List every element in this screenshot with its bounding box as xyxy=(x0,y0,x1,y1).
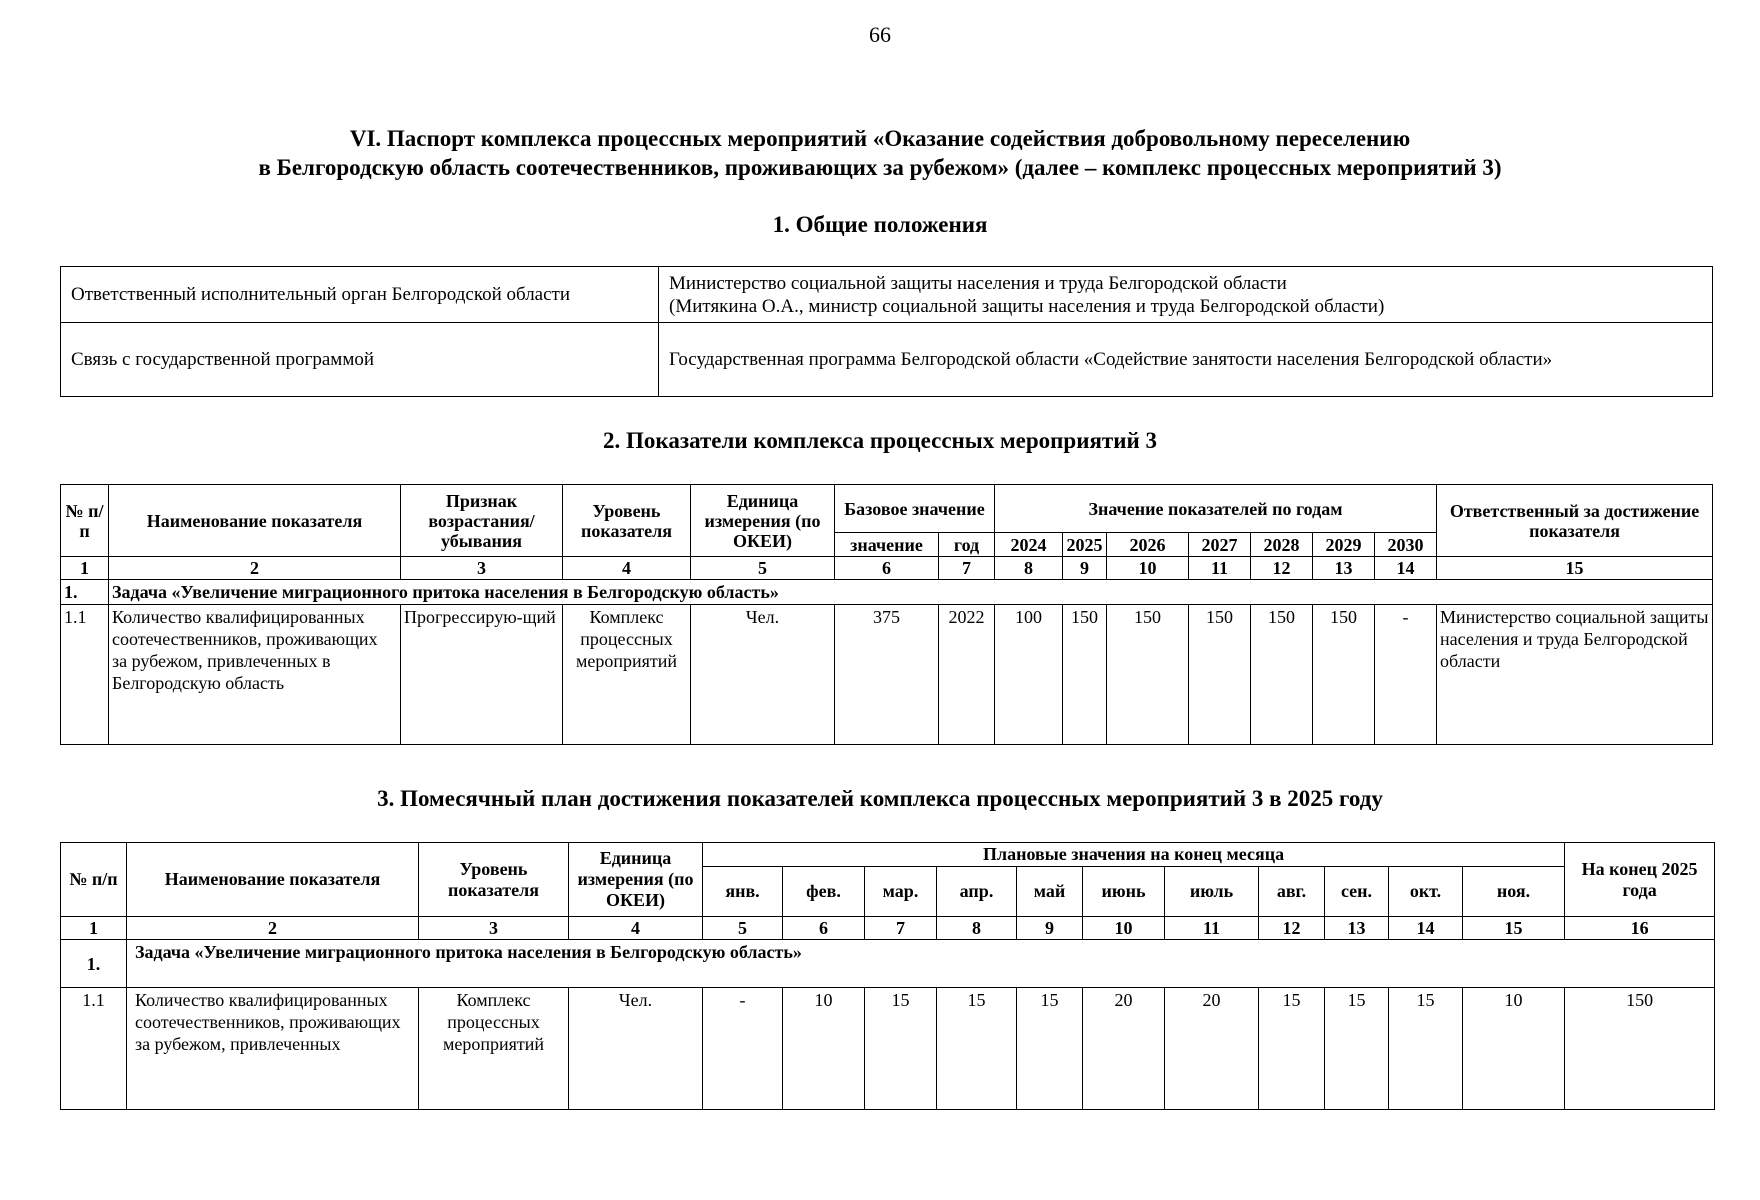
header-base-year: год xyxy=(939,533,995,557)
table-row xyxy=(61,267,1713,323)
column-number-row xyxy=(61,557,1713,580)
page-number: 66 xyxy=(869,22,891,47)
header-sign: Признак возрастания/ убывания xyxy=(401,485,563,557)
indicator-name: Количество квалифицированных соотечественников, проживающих за рубежом, привлеченных xyxy=(127,988,419,1110)
task-text: Задача «Увеличение миграционного притока населения в Белгородскую область» xyxy=(109,580,1713,605)
col-number: 10 xyxy=(1107,557,1189,580)
year-value: 150 xyxy=(1107,605,1189,745)
header-name: Наименование показателя xyxy=(127,843,419,917)
header-month: окт. xyxy=(1389,867,1463,917)
header-num: № п/п xyxy=(61,485,109,557)
task-number: 1. xyxy=(61,940,127,988)
header-year: 2027 xyxy=(1189,533,1251,557)
task-row xyxy=(61,940,1715,988)
task-number: 1. xyxy=(61,580,109,605)
indicator-unit: Чел. xyxy=(691,605,835,745)
col-number: 4 xyxy=(569,917,703,940)
header-month: сен. xyxy=(1325,867,1389,917)
col-number: 15 xyxy=(1463,917,1565,940)
col-number: 5 xyxy=(703,917,783,940)
indicator-level: Комплекс процессных мероприятий xyxy=(563,605,691,745)
header-year: 2026 xyxy=(1107,533,1189,557)
indicator-sign: Прогрессирую-щий xyxy=(401,605,563,745)
header-month: фев. xyxy=(783,867,865,917)
month-value: - xyxy=(703,988,783,1110)
col-number: 13 xyxy=(1325,917,1389,940)
header-month: ноя. xyxy=(1463,867,1565,917)
header-year: 2030 xyxy=(1375,533,1437,557)
col-number: 6 xyxy=(835,557,939,580)
table-row xyxy=(61,605,1713,745)
row-number: 1.1 xyxy=(61,605,109,745)
header-month: июль xyxy=(1165,867,1259,917)
section2-heading: 2. Показатели комплекса процессных мероприятий 3 xyxy=(603,428,1157,453)
header-base-value: значение xyxy=(835,533,939,557)
end-of-year-value: 150 xyxy=(1565,988,1715,1110)
row-label: Ответственный исполнительный орган Белгородской области xyxy=(61,267,659,323)
header-years-group: Значение показателей по годам xyxy=(995,485,1437,533)
col-number: 7 xyxy=(939,557,995,580)
base-value: 375 xyxy=(835,605,939,745)
month-value: 15 xyxy=(1017,988,1083,1110)
indicator-unit: Чел. xyxy=(569,988,703,1110)
header-unit: Единица измерения (по ОКЕИ) xyxy=(691,485,835,557)
col-number: 13 xyxy=(1313,557,1375,580)
col-number: 4 xyxy=(563,557,691,580)
header-month: янв. xyxy=(703,867,783,917)
year-value: 150 xyxy=(1063,605,1107,745)
header-responsible: Ответственный за достижение показателя xyxy=(1437,485,1713,557)
col-number: 11 xyxy=(1165,917,1259,940)
col-number: 16 xyxy=(1565,917,1715,940)
header-year: 2029 xyxy=(1313,533,1375,557)
title-line-1: VI. Паспорт комплекса процессных мероприятий «Оказание содействия добровольному переселению xyxy=(349,126,1411,151)
month-value: 15 xyxy=(1259,988,1325,1110)
general-provisions-table xyxy=(60,266,1713,397)
header-month: апр. xyxy=(937,867,1017,917)
task-text: Задача «Увеличение миграционного притока населения в Белгородскую область» xyxy=(127,940,1715,988)
header-end: На конец 2025 года xyxy=(1565,843,1715,917)
header-months-group: Плановые значения на конец месяца xyxy=(703,843,1565,867)
header-year: 2024 xyxy=(995,533,1063,557)
col-number: 11 xyxy=(1189,557,1251,580)
header-month: май xyxy=(1017,867,1083,917)
responsible: Министерство социальной защиты населения и труда Белгородской области xyxy=(1437,605,1713,745)
task-row xyxy=(61,580,1713,605)
base-year: 2022 xyxy=(939,605,995,745)
month-value: 10 xyxy=(783,988,865,1110)
col-number: 7 xyxy=(865,917,937,940)
month-value: 15 xyxy=(865,988,937,1110)
header-num: № п/п xyxy=(61,843,127,917)
col-number: 14 xyxy=(1389,917,1463,940)
month-value: 10 xyxy=(1463,988,1565,1110)
year-value: 150 xyxy=(1313,605,1375,745)
col-number: 3 xyxy=(419,917,569,940)
document-title xyxy=(0,124,1760,182)
month-value: 20 xyxy=(1165,988,1259,1110)
year-value: - xyxy=(1375,605,1437,745)
header-month: мар. xyxy=(865,867,937,917)
col-number: 1 xyxy=(61,917,127,940)
column-number-row xyxy=(61,917,1715,940)
col-number: 2 xyxy=(109,557,401,580)
title-line-2: в Белгородскую область соотечественников, проживающих за рубежом» (далее – комплекс процессных мероприятий 3) xyxy=(258,155,1502,180)
col-number: 6 xyxy=(783,917,865,940)
col-number: 15 xyxy=(1437,557,1713,580)
year-value: 150 xyxy=(1251,605,1313,745)
col-number: 5 xyxy=(691,557,835,580)
indicator-level: Комплекс процессных мероприятий xyxy=(419,988,569,1110)
value-line: Министерство социальной защиты населения и труда Белгородской области xyxy=(669,272,1287,294)
col-number: 3 xyxy=(401,557,563,580)
year-value: 100 xyxy=(995,605,1063,745)
col-number: 12 xyxy=(1259,917,1325,940)
col-number: 14 xyxy=(1375,557,1437,580)
col-number: 1 xyxy=(61,557,109,580)
header-level: Уровень показателя xyxy=(419,843,569,917)
col-number: 10 xyxy=(1083,917,1165,940)
row-label: Связь с государственной программой xyxy=(61,323,659,397)
row-value: Государственная программа Белгородской области «Содействие занятости населения Белгородской области» xyxy=(659,323,1713,397)
header-unit: Единица измерения (по ОКЕИ) xyxy=(569,843,703,917)
year-value: 150 xyxy=(1189,605,1251,745)
col-number: 8 xyxy=(995,557,1063,580)
col-number: 9 xyxy=(1063,557,1107,580)
header-month: июнь xyxy=(1083,867,1165,917)
header-base: Базовое значение xyxy=(835,485,995,533)
month-value: 15 xyxy=(1325,988,1389,1110)
header-level: Уровень показателя xyxy=(563,485,691,557)
value-line: (Митякина О.А., министр социальной защиты населения и труда Белгородской области) xyxy=(669,295,1385,317)
header-year: 2025 xyxy=(1063,533,1107,557)
row-value xyxy=(659,267,1713,323)
header-name: Наименование показателя xyxy=(109,485,401,557)
section1-heading: 1. Общие положения xyxy=(772,212,988,237)
col-number: 9 xyxy=(1017,917,1083,940)
month-value: 20 xyxy=(1083,988,1165,1110)
row-number: 1.1 xyxy=(61,988,127,1110)
header-year: 2028 xyxy=(1251,533,1313,557)
table-row xyxy=(61,323,1713,397)
header-month: авг. xyxy=(1259,867,1325,917)
col-number: 12 xyxy=(1251,557,1313,580)
col-number: 2 xyxy=(127,917,419,940)
indicator-name: Количество квалифицированных соотечественников, проживающих за рубежом, привлеченных в Белгородскую область xyxy=(109,605,401,745)
table-row xyxy=(61,988,1715,1110)
month-value: 15 xyxy=(937,988,1017,1110)
col-number: 8 xyxy=(937,917,1017,940)
month-value: 15 xyxy=(1389,988,1463,1110)
monthly-plan-table xyxy=(60,842,1715,1110)
section3-heading: 3. Помесячный план достижения показателей комплекса процессных мероприятий 3 в 2025 году xyxy=(377,786,1383,811)
indicators-table xyxy=(60,484,1713,745)
